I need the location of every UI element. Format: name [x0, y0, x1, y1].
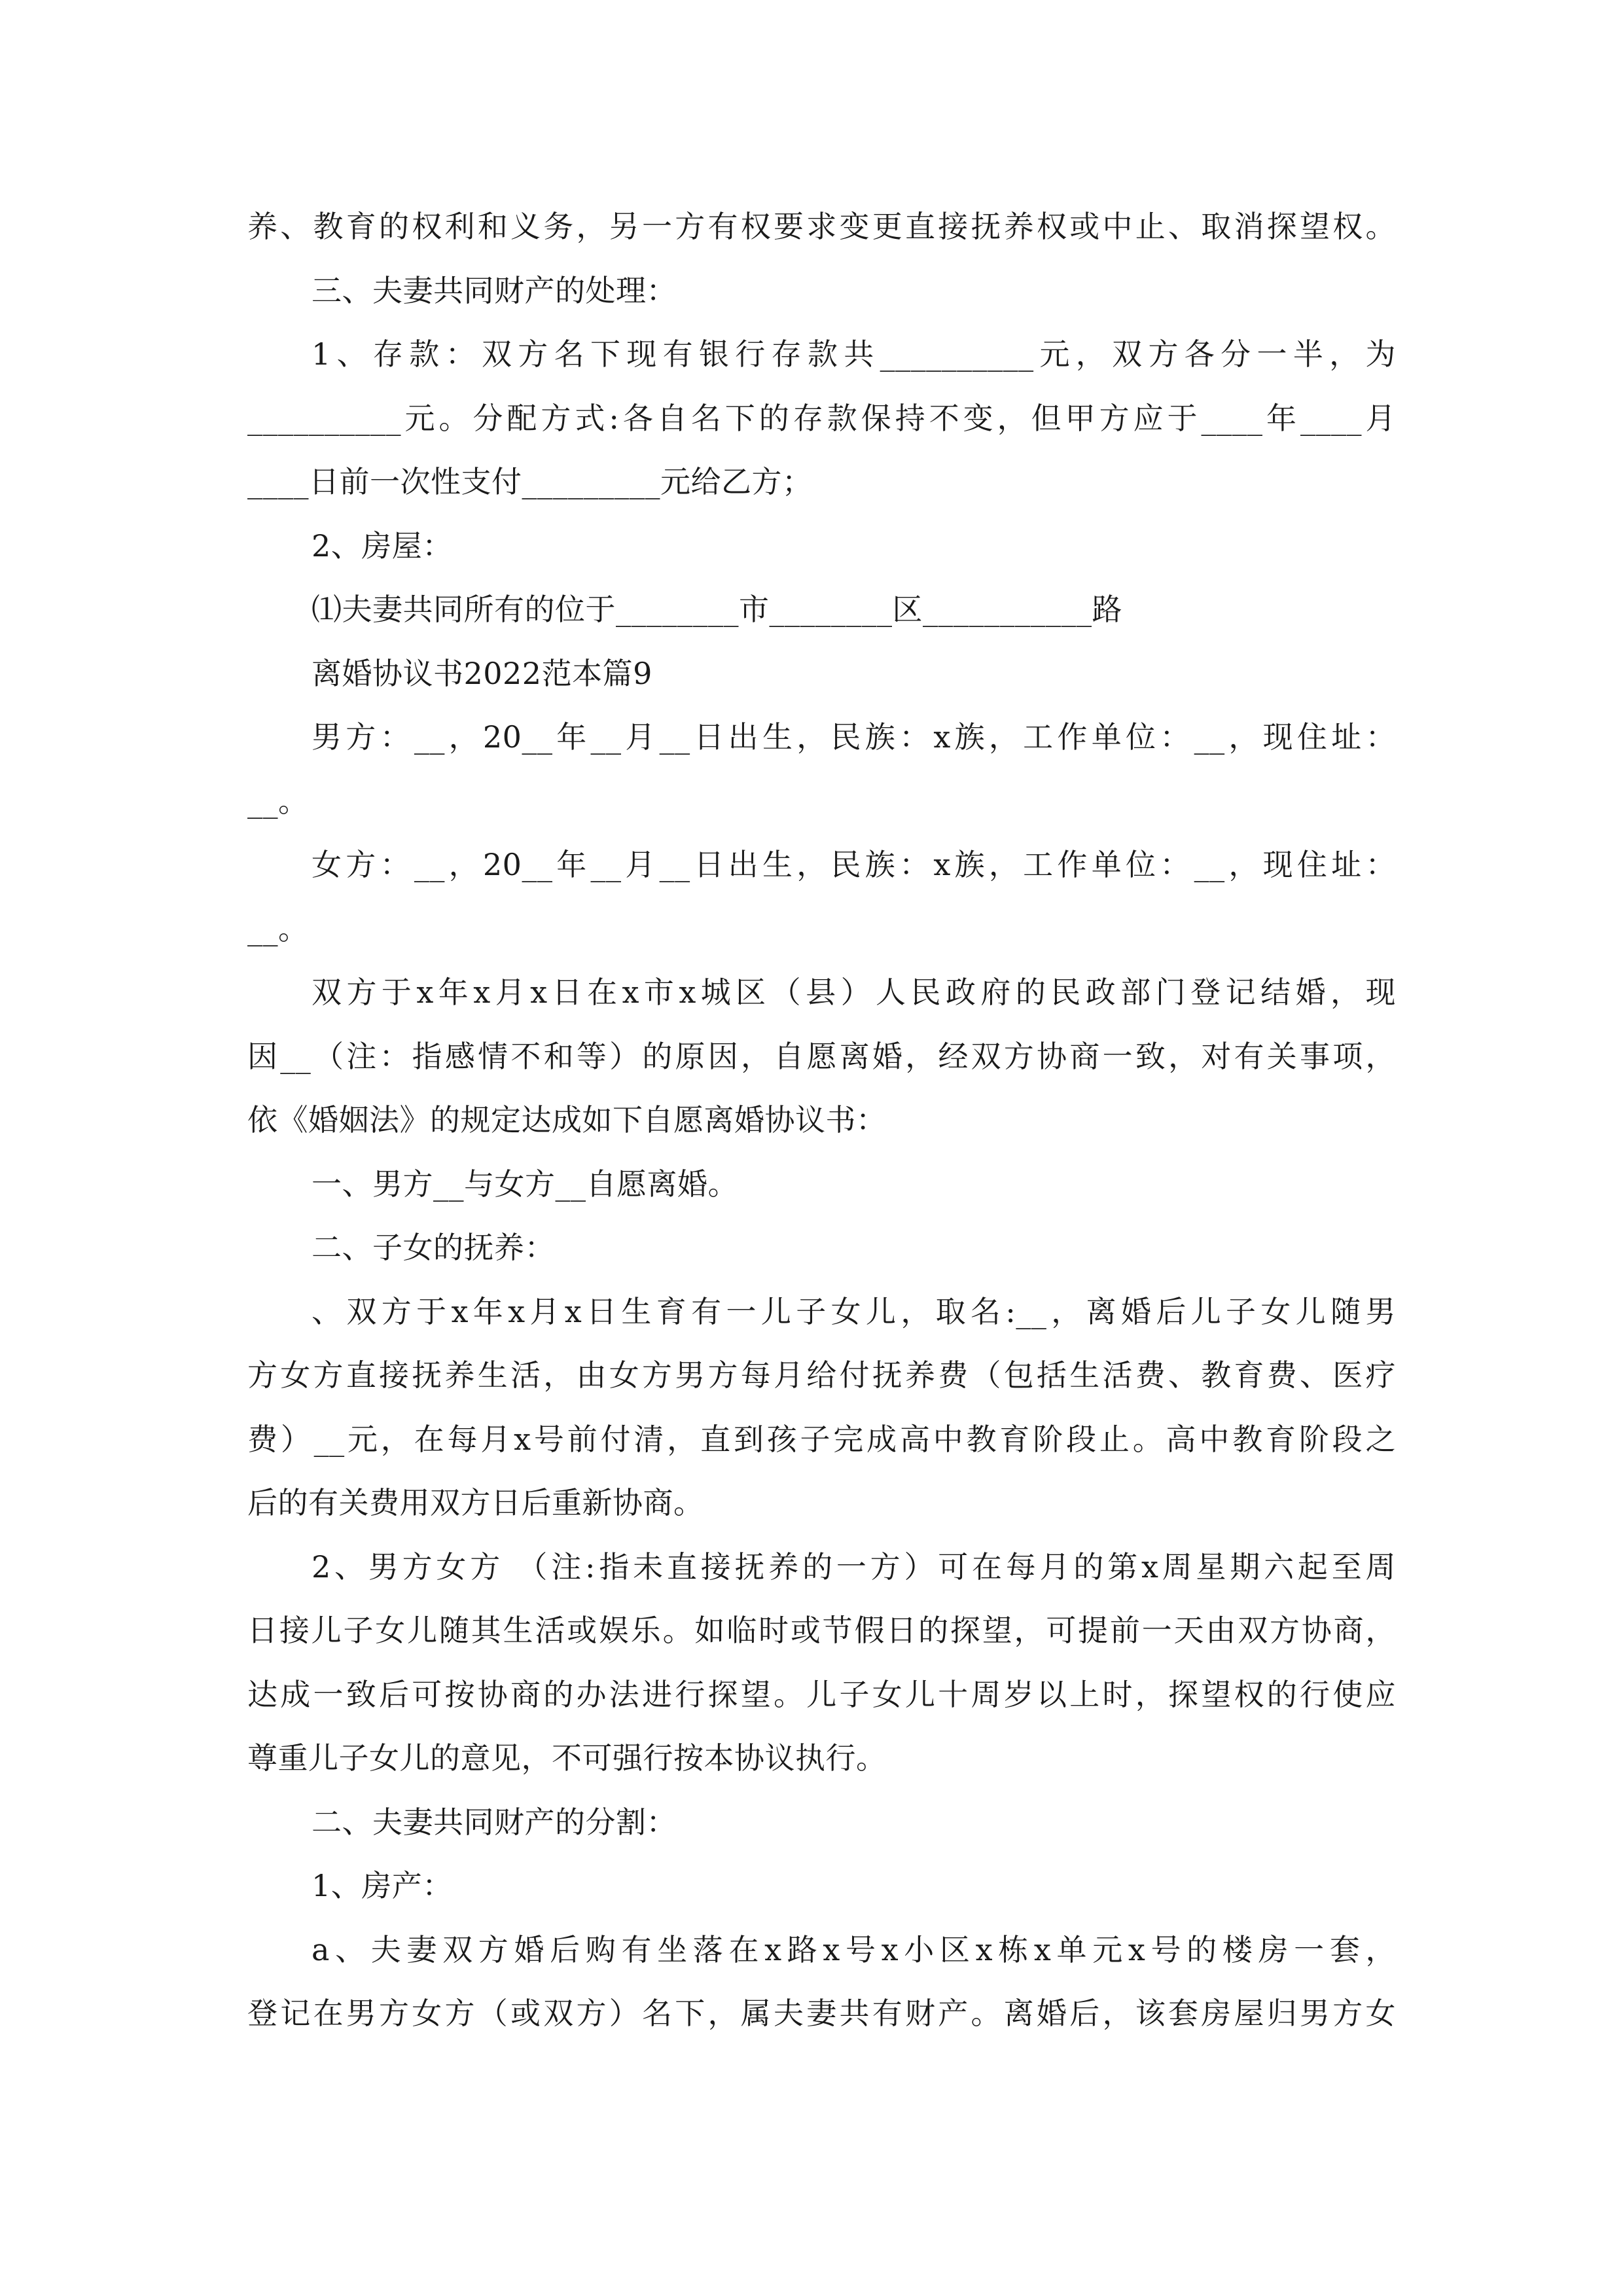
document-line: 后的有关费用双方日后重新协商。: [247, 1485, 704, 1520]
document-line: __。: [247, 783, 309, 819]
document-line: 费）__元，在每月x号前付清，直到孩子完成高中教育阶段止。高中教育阶段之: [247, 1421, 1396, 1457]
document-line: 因__（注：指感情不和等）的原因，自愿离婚，经双方协商一致，对有关事项，: [247, 1038, 1396, 1074]
document-line: 日接儿子女儿随其生活或娱乐。如临时或节假日的探望，可提前一天由双方协商，: [247, 1613, 1396, 1648]
document-line: ⑴夫妻共同所有的位于________市________区___________路: [312, 592, 1122, 627]
document-line: 三、夫妻共同财产的处理：: [312, 272, 677, 308]
document-line: ____日前一次性支付_________元给乙方；: [247, 464, 813, 499]
document-line: 男方：__，20__年__月__日出生，民族：x族，工作单位：__，现住址：: [312, 719, 1396, 755]
document-line: 尊重儿子女儿的意见，不可强行按本协议执行。: [247, 1740, 887, 1776]
document-body: [247, 195, 1396, 2046]
document-line: 1、房产：: [312, 1868, 453, 1903]
document-line: __。: [247, 910, 309, 946]
document-line: 2、房屋：: [312, 528, 453, 564]
document-line: __________元。分配方式:各自名下的存款保持不变，但甲方应于____年____月: [247, 400, 1396, 436]
document-line: 方女方直接抚养生活，由女方男方每月给付抚养费（包括生活费、教育费、医疗: [247, 1357, 1396, 1393]
document-line: 达成一致后可按协商的办法进行探望。儿子女儿十周岁以上时，探望权的行使应: [247, 1676, 1396, 1712]
document-line: 依《婚姻法》的规定达成如下自愿离婚协议书：: [247, 1102, 887, 1138]
document-line: 1、存款：双方名下现有银行存款共__________元，双方各分一半，为: [312, 336, 1396, 372]
document-line: 双方于x年x月x日在x市x城区（县）人民政府的民政部门登记结婚，现: [312, 975, 1396, 1010]
document-line: a、夫妻双方婚后购有坐落在x路x号x小区x栋x单元x号的楼房一套，: [312, 1931, 1396, 1967]
document-line: 一、男方__与女方__自愿离婚。: [312, 1166, 738, 1202]
document-line: 离婚协议书2022范本篇9: [312, 655, 652, 691]
document-line: 二、夫妻共同财产的分割：: [312, 1804, 677, 1840]
document-line: 养、教育的权利和义务，另一方有权要求变更直接抚养权或中止、取消探望权。: [247, 209, 1396, 244]
document-line: 2、男方女方 （注:指未直接抚养的一方）可在每月的第x周星期六起至周: [312, 1549, 1396, 1585]
document-line: 二、子女的抚养：: [312, 1230, 555, 1265]
document-line: 女方：__，20__年__月__日出生，民族：x族，工作单位：__，现住址：: [312, 847, 1396, 882]
document-line: 登记在男方女方（或双方）名下，属夫妻共有财产。离婚后，该套房屋归男方女: [247, 1996, 1396, 2031]
document-line: 、双方于x年x月x日生育有一儿子女儿，取名:__，离婚后儿子女儿随男: [312, 1293, 1396, 1329]
